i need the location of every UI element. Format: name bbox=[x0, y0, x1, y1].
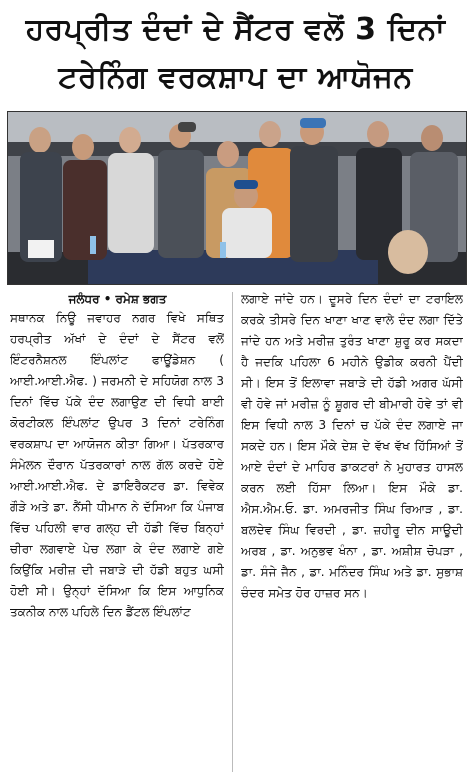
headline-line-1: ਹਰਪ੍ਰੀਤ ਦੰਦਾਂ ਦੇ ਸੈਂਟਰ ਵਲੋਂ 3 ਦਿਨਾਂ bbox=[25, 12, 446, 47]
article-column-right: ਲਗਾਏ ਜਾਂਦੇ ਹਨ। ਦੂਸਰੇ ਦਿਨ ਦੰਦਾਂ ਦਾ ਟਰਾਇਲ ਕਰਕੇ ਤੀਸਰੇ ਦਿਨ ਖਾਣਾ ਖਾਣ ਵਾਲੇ ਦੰਦ ਲਗਾ ਦਿੱਤੇ ਜਾਂਦੇ ਹਨ ਅਤੇ ਮਰੀਜ਼ ਤੁਰੰਤ ਖਾਣਾ ਸ਼ੁਰੂ ਕਰ ਸਕਦਾ ਹੈ ਜਦਕਿ ਪਹਿਲਾ 6 ਮਹੀਨੇ ਉਡੀਕ ਕਰਨੀ ਪੈਂਦੀ ਸੀ। ਇਸ ਤੋਂ ਇਲਾਵਾ ਜਬਾੜੇ ਦੀ ਹੱਡੀ ਅਗਰ ਘੱਸੀ ਵੀ ਹੋਵੇ ਜਾਂ ਮਰੀਜ਼ ਨੂੰ ਸ਼ੂਗਰ ਦੀ ਬੀਮਾਰੀ ਹੋਵੇ ਤਾਂ ਵੀ ਇਸ ਵਿਧੀ ਨਾਲ 3 ਦਿਨਾਂ ਚ ਪੱਕੇ ਦੰਦ ਲਗਾਏ ਜਾ ਸਕਦੇ ਹਨ। ਇਸ ਮੌਕੇ ਦੇਸ਼ ਦੇ ਵੱਖ ਵੱਖ ਹਿੱਸਿਆਂ ਤੋਂ ਆਏ ਦੰਦਾਂ ਦੇ ਮਾਹਿਰ ਡਾਕਟਰਾਂ ਨੇ ਮੁਹਾਰਤ ਹਾਸਲ ਕਰਨ ਲਈ ਹਿੱਸਾ ਲਿਆ। ਇਸ ਮੌਕੇ ਡਾ. ਐਸ.ਐਮ.ਓ. ਡਾ. ਅਮਰਜੀਤ ਸਿੰਘ ਰਿਆੜ , ਡਾ. ਬਲਦੇਵ ਸਿੰਘ ਵਿਰਦੀ , ਡਾ. ਜ਼ਹੀਰੂ ਦੀਨ ਸਾਊਦੀ ਅਰਬ , ਡਾ. ਅਨੁਭਵ ਖੰਨਾ , ਡਾ. ਅਸ਼ੀਸ਼ ਚੋਪੜਾ , ਡਾ. ਸੰਜੇ ਜੈਨ , ਡਾ. ਮਨਿੰਦਰ ਸਿੰਘ ਅਤੇ ਡਾ. ਸੁਭਾਸ਼ ਚੰਦਰ ਸਮੇਤ ਹੋਰ ਹਾਜ਼ਰ ਸਨ। bbox=[241, 292, 463, 600]
news-photo bbox=[7, 111, 467, 285]
byline: ਜਲੰਧਰ • ਰਮੇਸ਼ ਭਗਤ bbox=[68, 292, 167, 306]
column-divider bbox=[232, 292, 233, 772]
headline-line-2: ਟਰੇਨਿੰਗ ਵਰਕਸ਼ਾਪ ਦਾ ਆਯੋਜਨ bbox=[58, 60, 413, 95]
article-column-left: ਸਥਾਨਕ ਨਿਊ ਜਵਾਹਰ ਨਗਰ ਵਿਖੇ ਸਥਿਤ ਹਰਪ੍ਰੀਤ ਅੱਖਾਂ ਦੇ ਦੰਦਾਂ ਦੇ ਸੈਂਟਰ ਵਲੋਂ ਇੰਟਰਨੈਸ਼ਨਲ ਇੰਪਲਾਂਟ ਫਾਊਂਡੇਸ਼ਨ ( ਆਈ.ਆਈ.ਐਫ. ) ਜਰਮਨੀ ਦੇ ਸਹਿਯੋਗ ਨਾਲ 3 ਦਿਨਾਂ ਵਿੱਚ ਪੱਕੇ ਦੰਦ ਲਗਾਉਣ ਦੀ ਵਿਧੀ ਬਾਈ ਕੋਰਟੀਕਲ ਇੰਪਲਾਂਟ ਉਪਰ 3 ਦਿਨਾਂ ਟਰੇਨਿੰਗ ਵਰਕਸ਼ਾਪ ਦਾ ਆਯੋਜਨ ਕੀਤਾ ਗਿਆ। ਪੱਤਰਕਾਰ ਸੰਮੇਲਨ ਦੌਰਾਨ ਪੱਤਰਕਾਰਾਂ ਨਾਲ ਗੱਲ ਕਰਦੇ ਹੋਏ ਆਈ.ਆਈ.ਐਫ. ਦੇ ਡਾਇਰੈਕਟਰ ਡਾ. ਵਿਵੇਕ ਗੌੜੇ ਅਤੇ ਡਾ. ਨੈਂਸੀ ਧੀਮਾਨ ਨੇ ਦੱਸਿਆ ਕਿ ਪੰਜਾਬ ਵਿੱਚ ਪਹਿਲੀ ਵਾਰ ਗਲ੍ਹ ਦੀ ਹੱਡੀ ਵਿੱਚ ਬਿਨ੍ਹਾਂ ਚੀਰਾ ਲਗਵਾਏ ਪੇਚ ਲਗਾ ਕੇ ਦੰਦ ਲਗਾਏ ਗਏ ਕਿਉਂਕਿ ਮਰੀਜ਼ ਦੀ ਜਬਾੜੇ ਦੀ ਹੱਡੀ ਬਹੁਤ ਘਸੀ ਹੋਈ ਸੀ। ਉਨ੍ਹਾਂ ਦੱਸਿਆ ਕਿ ਇਸ ਆਧੁਨਿਕ ਤਕਨੀਕ ਨਾਲ ਪਹਿਲੇ ਦਿਨ ਡੈਂਟਲ ਇੰਪਲਾਂਟ bbox=[10, 311, 224, 619]
